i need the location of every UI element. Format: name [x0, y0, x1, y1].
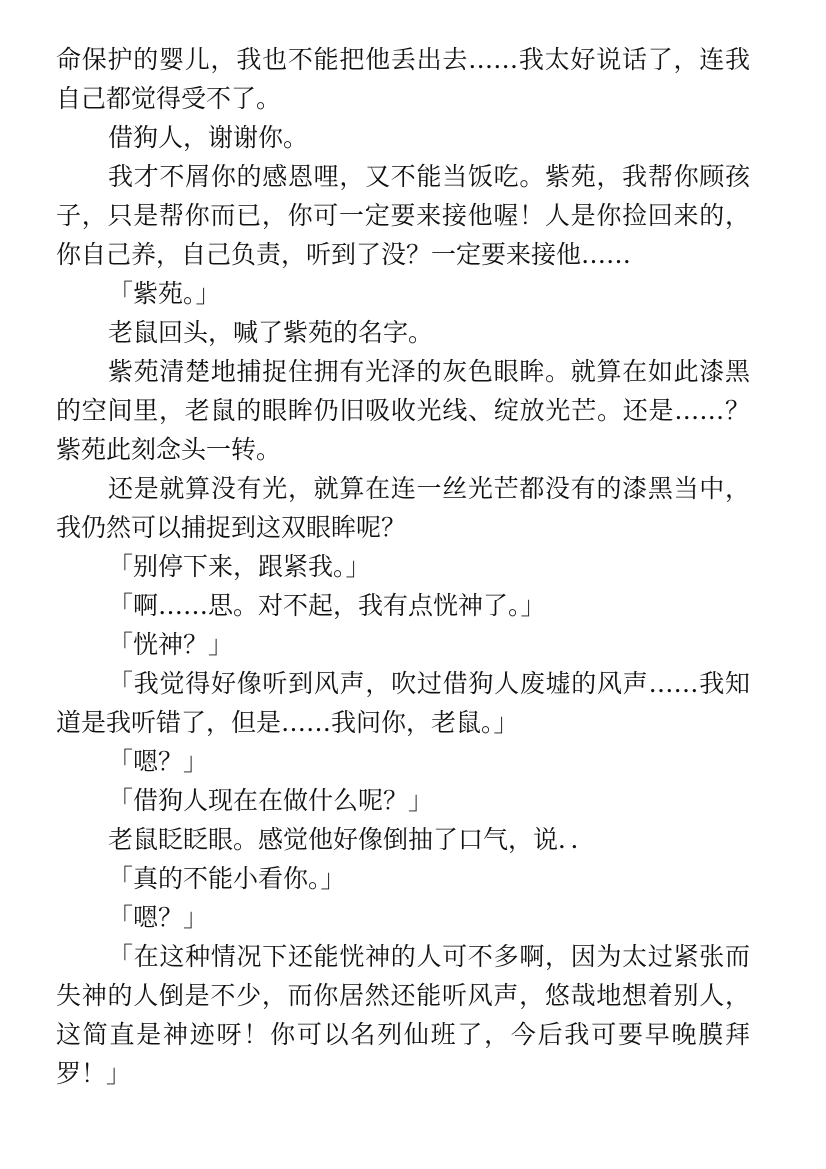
dialogue-line: 「别停下来，跟紧我。」	[108, 552, 371, 581]
paragraph: 老鼠回头，喊了紫苑的名字。	[108, 318, 434, 347]
dialogue-line: 「啊……思。对不起，我有点恍神了。」	[108, 591, 546, 620]
document-page	[56, 40, 750, 1093]
paragraph: 老鼠眨眨眼。感觉他好像倒抽了口气，说．．	[108, 825, 596, 854]
paragraph-continued: 命保护的婴儿，我也不能把他丢出去……我太好说话了，连我自己都觉得受不了。	[56, 45, 750, 113]
dialogue-line: 「嗯？」	[108, 903, 209, 932]
dialogue-line: 「借狗人现在在做什么呢？」	[108, 786, 434, 815]
paragraph: 我才不屑你的感恩哩，又不能当饭吃。紫苑，我帮你顾孩子，只是帮你而已，你可一定要来接他喔！人是你捡回来的，你自己养，自己负责，听到了没？一定要来接他……	[56, 162, 750, 269]
paragraph: 还是就算没有光，就算在连一丝光芒都没有的漆黑当中，我仍然可以捕捉到这双眼眸呢？	[56, 474, 750, 542]
paragraph: 紫苑清楚地捕捉住拥有光泽的灰色眼眸。就算在如此漆黑的空间里，老鼠的眼眸仍旧吸收光线、绽放光芒。还是……？紫苑此刻念头一转。	[56, 357, 750, 464]
paragraph: 借狗人，谢谢你。	[108, 123, 309, 152]
dialogue-line: 「我觉得好像听到风声，吹过借狗人废墟的风声……我知道是我听错了，但是……我问你，老鼠。」	[56, 669, 750, 737]
dialogue-line: 「嗯？」	[108, 747, 209, 776]
dialogue-line: 「真的不能小看你。」	[108, 864, 346, 893]
dialogue-line: 「恍神？」	[108, 630, 234, 659]
dialogue-line: 「紫苑。」	[108, 279, 221, 308]
dialogue-line: 「在这种情况下还能恍神的人可不多啊，因为太过紧张而失神的人倒是不少，而你居然还能听风声，悠哉地想着别人，这简直是神迹呀！你可以名列仙班了，今后我可要早晚膜拜罗！」	[56, 942, 750, 1088]
